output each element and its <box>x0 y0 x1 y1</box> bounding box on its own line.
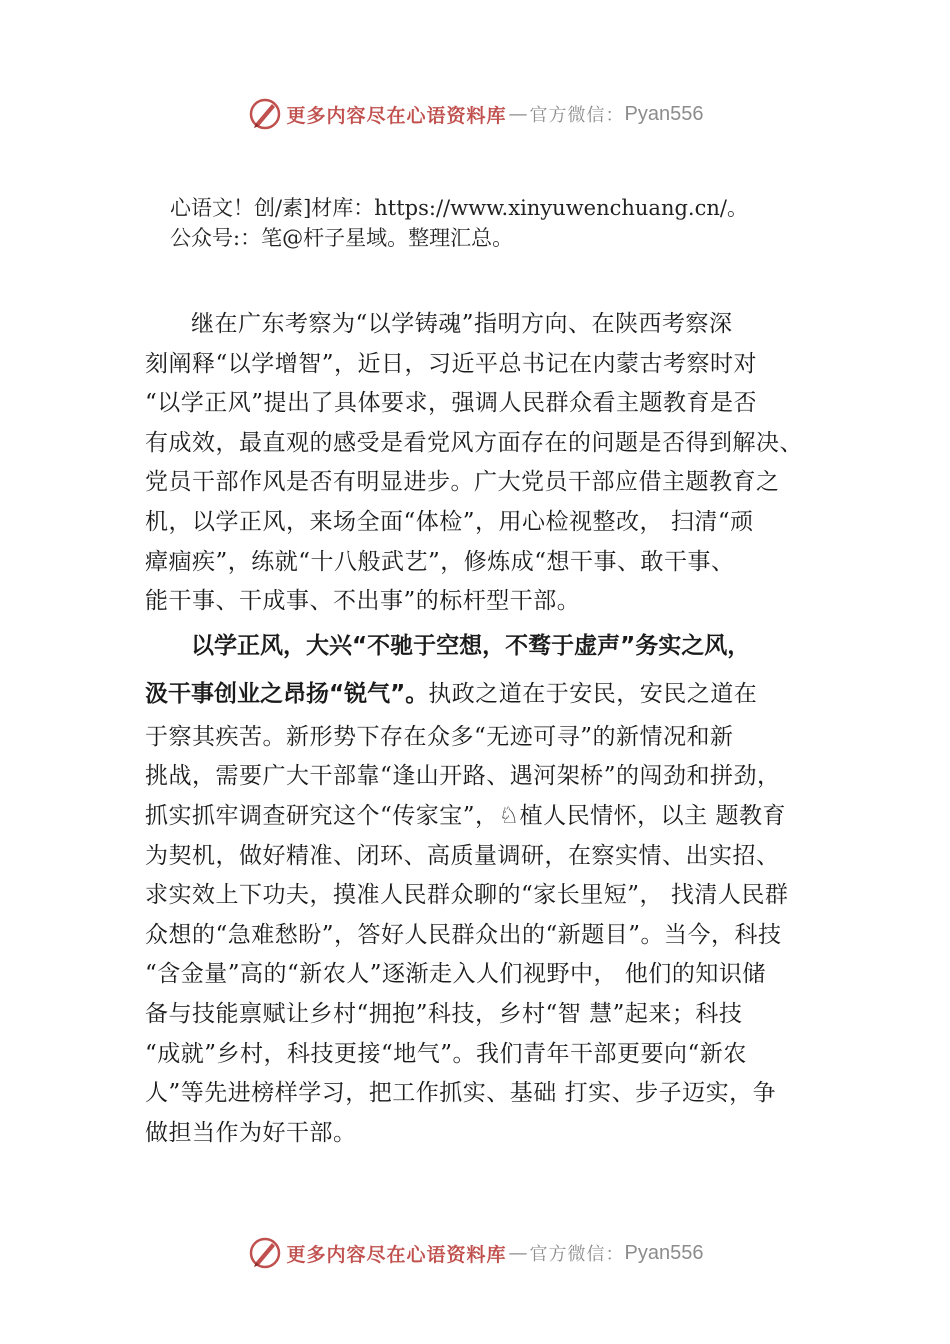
wechat-label: 官方微信： <box>529 1244 625 1265</box>
paragraph-line: 刻阐释“以学增智”，近日，习近平总书记在内蒙古考察时对 <box>145 350 758 377</box>
pen-logo-icon <box>247 1235 283 1271</box>
banner-separator: — <box>508 1242 528 1264</box>
wechat-id: Pyan556 <box>624 102 704 125</box>
paragraph-line: 继在广东考察为“以学铸魂”指明方向、在陕西考察深 <box>191 311 733 337</box>
article-body <box>145 305 845 1153</box>
footer-banner <box>0 1233 950 1273</box>
paragraph-line: 人”等先进榜样学习，把工作抓实、基础 打实、步子迈实，争 <box>145 1080 777 1107</box>
banner-separator: — <box>508 103 528 125</box>
paragraph-line: 挑战，需要广大干部靠“逢山开路、遇河架桥”的闯劲和拼劲， <box>145 763 781 790</box>
wechat-id: Pyan556 <box>624 1241 704 1264</box>
paragraph-line: “含金量”高的“新农人”逐渐走入人们视野中， 他们的知识储 <box>145 961 766 988</box>
source-note-line: 公众号:：笔@杆子星域。整理汇总。 <box>170 226 514 250</box>
paragraph-line: 求实效上下功夫，摸准人民群众聊的“家长里短”， 找清人民群 <box>145 882 789 909</box>
paragraph-line: 有成效，最直观的感受是看党风方面存在的问题是否得到解决、 <box>145 429 803 456</box>
header-banner <box>0 94 950 134</box>
paragraph-line: 机，以学正风，来场全面“体检”，用心检视整改， 扫清“顽 <box>145 508 754 535</box>
paragraph-line: 做担当作为好干部。 <box>145 1119 357 1146</box>
bold-heading-part: 汲干事创业之昂扬“锐气”。 <box>145 680 429 707</box>
wechat-label: 官方微信： <box>529 105 625 126</box>
paragraph-line <box>145 670 845 718</box>
paragraph-line: 能干事、干成事、不出事”的标杆型干部。 <box>145 588 581 615</box>
paragraph-text: 执政之道在于安民，安民之道在 <box>428 680 758 707</box>
paragraph-line: 抓实抓牢调查研究这个“传家宝”，♘植人民情怀，以主 题教育 <box>145 802 786 829</box>
brand-name: 更多内容尽在心语资料库 <box>286 104 507 127</box>
paragraph-line: 为契机，做好精准、闭环、高质量调研，在察实情、出实招、 <box>145 842 780 869</box>
paragraph-line: “成就”乡村，科技更接“地气”。我们青年干部更要向“新农 <box>145 1040 747 1067</box>
source-note <box>170 193 870 253</box>
brand-name: 更多内容尽在心语资料库 <box>286 1243 507 1266</box>
paragraph-line: 瘴痼疾”，练就“十八般武艺”，修炼成“想干事、敢干事、 <box>145 548 735 575</box>
pen-logo-icon <box>247 96 283 132</box>
paragraph-line: 党员干部作风是否有明显进步。广大党员干部应借主题教育之 <box>145 469 780 496</box>
paragraph-line: 备与技能禀赋让乡村“拥抱”科技，乡村“智 慧”起来；科技 <box>145 1000 743 1027</box>
paragraph-line: 众想的“急难愁盼”，答好人民群众出的“新题目”。当今，科技 <box>145 921 782 948</box>
bold-heading-line: 以学正风，大兴“不驰于空想，不骛于虚声”务实之风， <box>191 632 751 659</box>
paragraph-line: 于察其疾苦。新形势下存在众多“无迹可寻”的新情况和新 <box>145 723 734 750</box>
source-note-line: 心语文！创/素]材库：https://www.xinyuwenchuang.cn/。 <box>170 196 748 220</box>
paragraph-line: “以学正风”提出了具体要求，强调人民群众看主题教育是否 <box>145 390 758 417</box>
